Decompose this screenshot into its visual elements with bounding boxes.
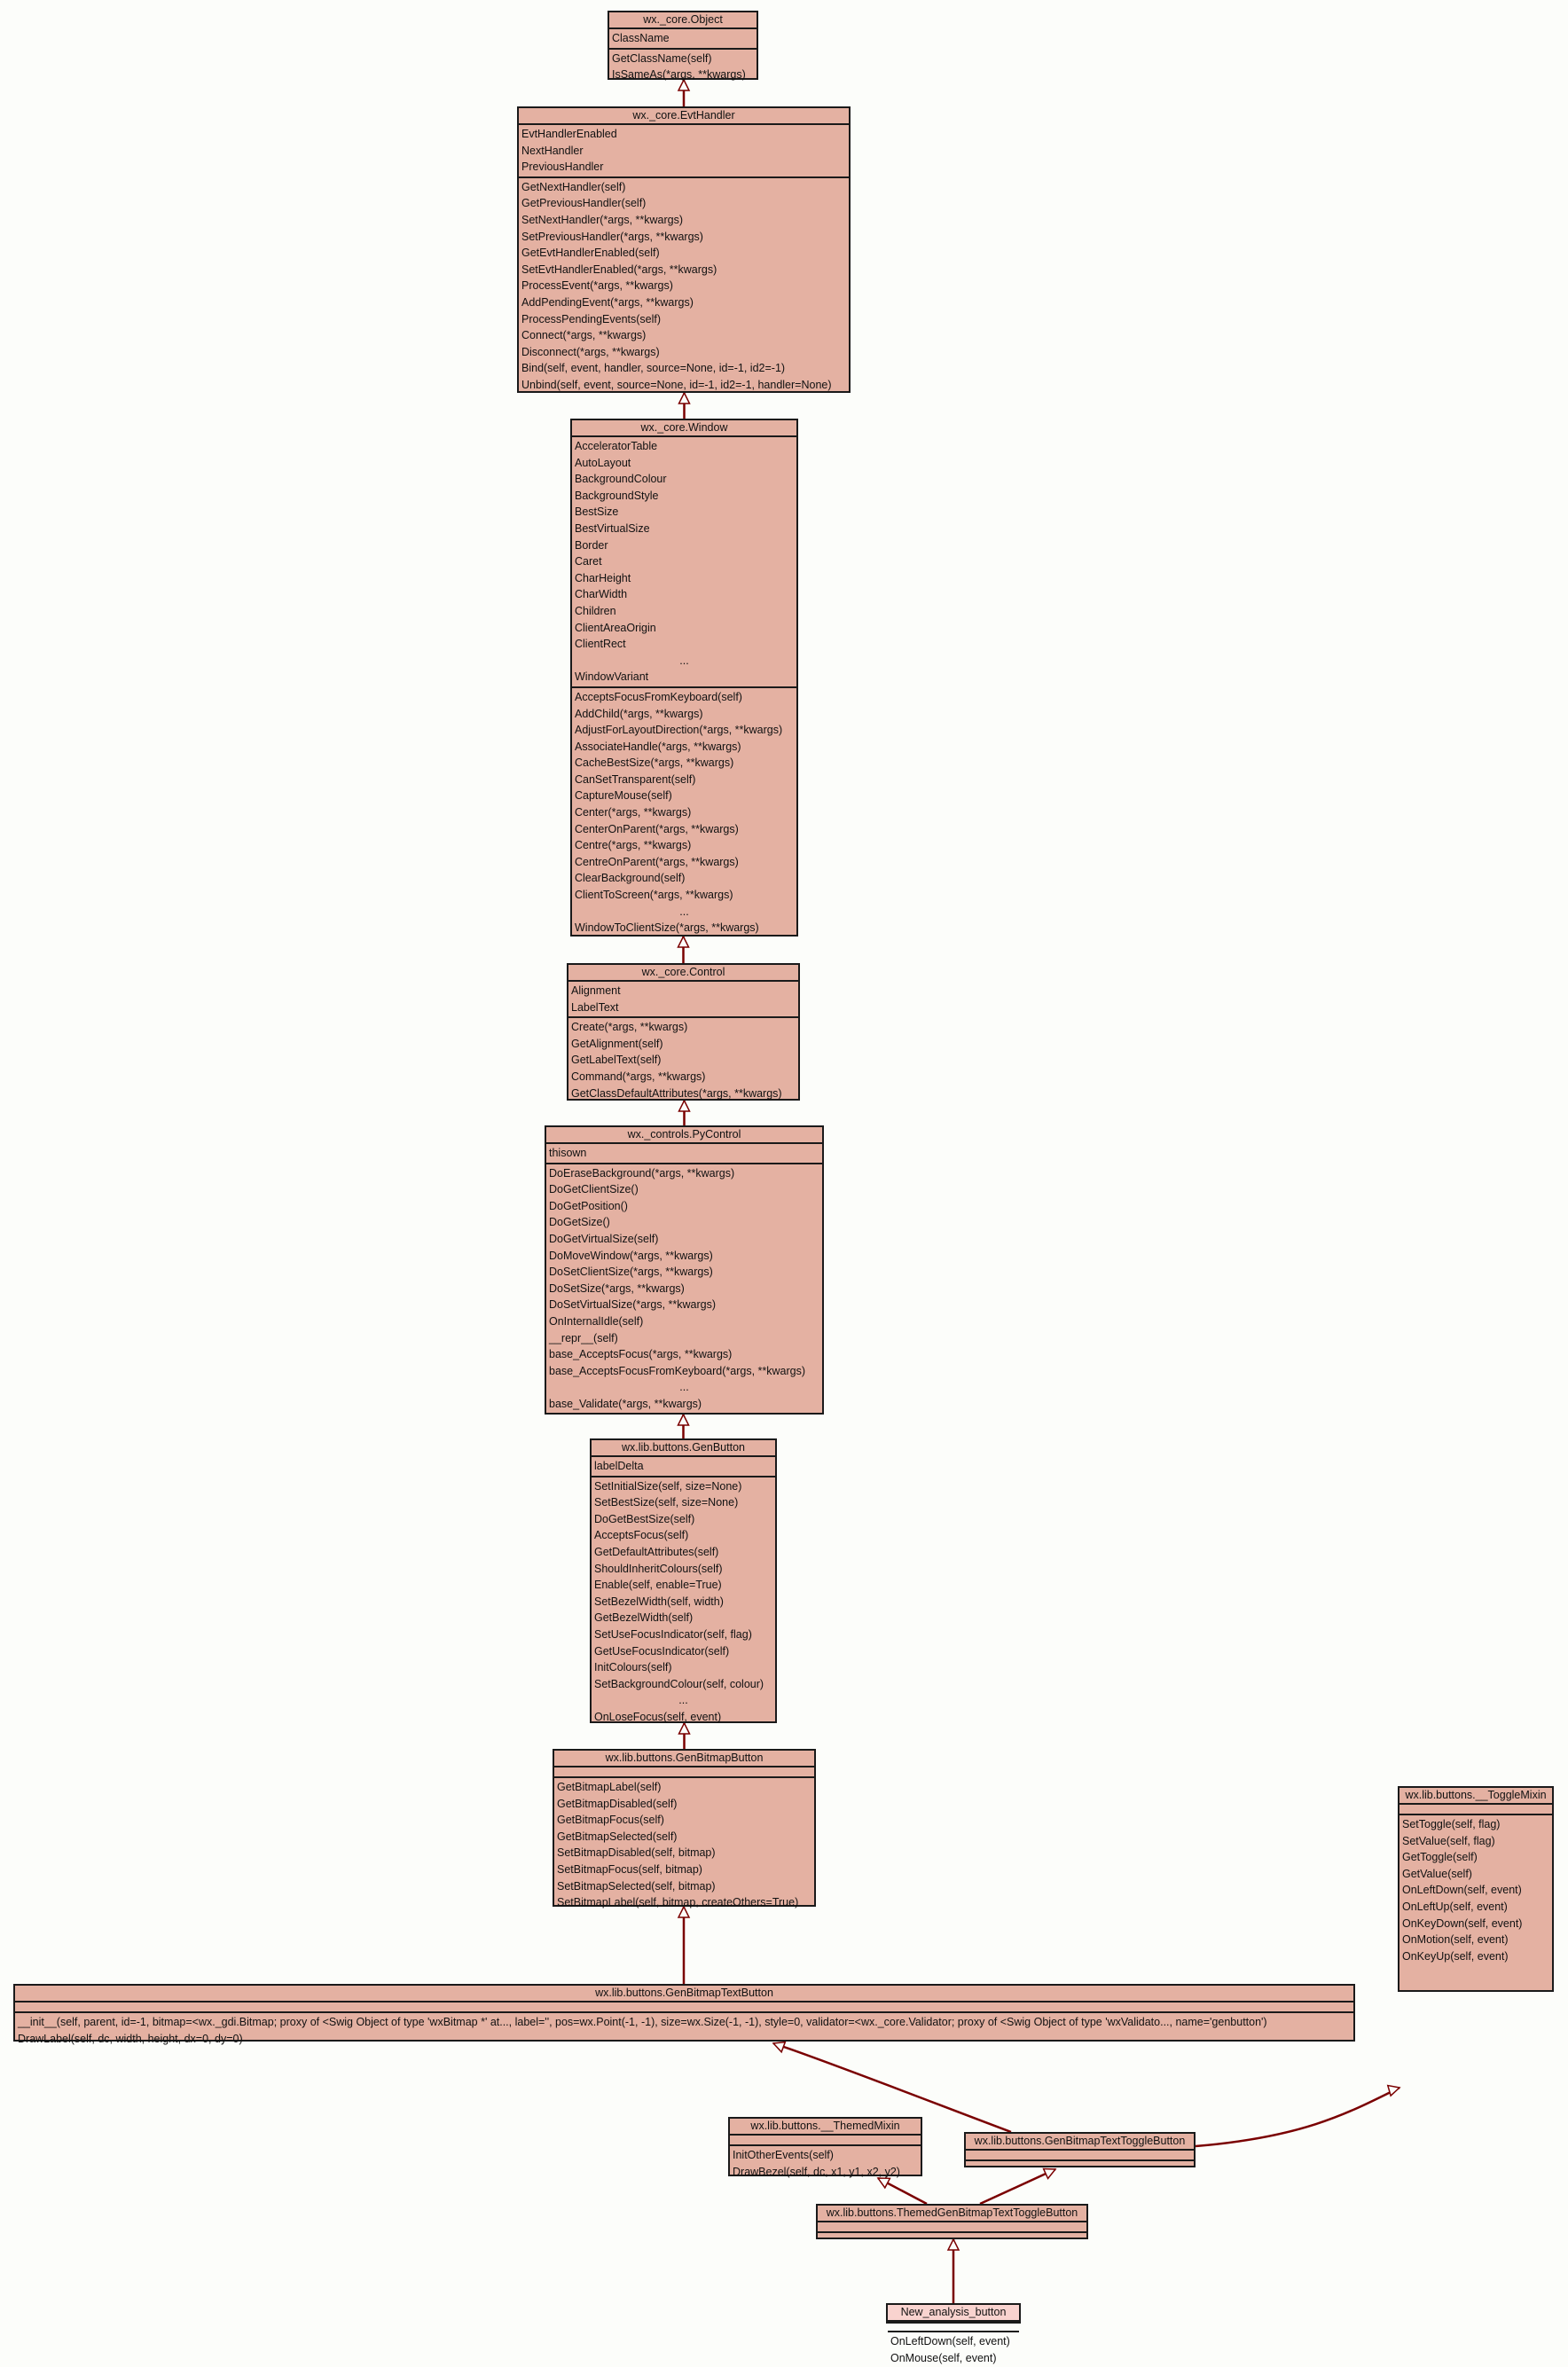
method-row: InitOtherEvents(self) <box>733 2149 834 2161</box>
method-row: Unbind(self, event, source=None, id=-1, id2=-1, handler=None) <box>521 378 832 391</box>
attributes-section <box>554 1767 814 1778</box>
attribute-row: LabelText <box>571 1000 619 1014</box>
attributes-section <box>818 2222 1086 2233</box>
method-row: ProcessEvent(*args, **kwargs) <box>521 279 673 293</box>
method-row: GetBitmapFocus(self) <box>557 1814 664 1827</box>
method-row: DrawBezel(self, dc, x1, y1, x2, y2) <box>733 2165 900 2178</box>
method-row: SetUseFocusIndicator(self, flag) <box>594 1627 752 1641</box>
attributes-section <box>519 125 849 178</box>
method-row: GetUseFocusIndicator(self) <box>594 1644 730 1658</box>
method-row: SetPreviousHandler(*args, **kwargs) <box>521 230 703 243</box>
method-row: Create(*args, **kwargs) <box>571 1021 688 1034</box>
class-box-control <box>567 963 800 1101</box>
attribute-row: AutoLayout <box>575 456 631 469</box>
class-box-pycontrol <box>545 1125 824 1415</box>
method-row: OnMouse(self, event) <box>890 2351 997 2364</box>
method-row: OnLeftDown(self, event) <box>1402 1884 1522 1897</box>
method-row: DoMoveWindow(*args, **kwargs) <box>549 1249 713 1262</box>
method-row: GetValue(self) <box>1402 1867 1472 1880</box>
method-row: DoSetClientSize(*args, **kwargs) <box>549 1266 713 1279</box>
inheritance-arrowhead <box>679 393 690 404</box>
class-box-genbitmaptextbutton <box>13 1984 1355 2045</box>
method-row: ProcessPendingEvents(self) <box>521 312 662 325</box>
class-name: wx.lib.buttons.GenButton <box>592 1440 775 1457</box>
attribute-row: Alignment <box>571 984 621 997</box>
method-row: SetBezelWidth(self, width) <box>594 1595 724 1608</box>
class-box-newanalysis <box>886 2303 1021 2364</box>
method-row: OnKeyDown(self, event) <box>1402 1916 1523 1930</box>
method-row: CentreOnParent(*args, **kwargs) <box>575 855 739 868</box>
method-row: base_AcceptsFocusFromKeyboard(*args, **kwargs) <box>549 1364 806 1377</box>
attribute-row: ClientRect <box>575 638 626 651</box>
methods-section <box>546 1164 822 1414</box>
method-row: OnMotion(self, event) <box>1402 1933 1509 1947</box>
class-name: wx.lib.buttons.__ThemedMixin <box>730 2119 921 2136</box>
method-row: GetPreviousHandler(self) <box>521 197 647 210</box>
methods-section <box>554 1778 814 1912</box>
method-row: CaptureMouse(self) <box>575 789 672 803</box>
methods-section <box>592 1477 775 1727</box>
attribute-row: ClientAreaOrigin <box>575 621 656 634</box>
method-row: DoGetClientSize() <box>549 1183 639 1196</box>
method-row: DoSetSize(*args, **kwargs) <box>549 1281 685 1295</box>
method-row: DoSetVirtualSize(*args, **kwargs) <box>549 1298 717 1312</box>
method-row: IsSameAs(*args, **kwargs) <box>612 68 746 82</box>
method-row: SetEvtHandlerEnabled(*args, **kwargs) <box>521 263 717 276</box>
method-row: base_AcceptsFocus(*args, **kwargs) <box>549 1348 733 1361</box>
attributes-section <box>15 2003 1353 2013</box>
methods-section <box>15 2013 1353 2048</box>
class-name: wx._controls.PyControl <box>546 1127 822 1144</box>
method-row: Center(*args, **kwargs) <box>575 806 692 819</box>
class-name: wx.lib.buttons.__ToggleMixin <box>1399 1788 1552 1805</box>
method-row: SetBitmapSelected(self, bitmap) <box>557 1879 716 1893</box>
method-row: GetEvtHandlerEnabled(self) <box>521 247 660 260</box>
method-row: OnLoseFocus(self, event) <box>594 1710 722 1723</box>
method-row: SetBitmapLabel(self, bitmap, createOthers=True) <box>557 1896 799 1909</box>
attribute-row: Children <box>575 604 616 617</box>
attribute-row: EvtHandlerEnabled <box>521 128 617 140</box>
attributes-section <box>730 2136 921 2146</box>
method-row: GetClassName(self) <box>612 51 712 65</box>
attributes-section <box>592 1457 775 1477</box>
method-row: ClearBackground(self) <box>575 872 686 885</box>
method-row: GetNextHandler(self) <box>521 180 626 193</box>
attribute-row: labelDelta <box>594 1460 644 1472</box>
method-row: SetInitialSize(self, size=None) <box>594 1479 742 1493</box>
method-row: base_Validate(*args, **kwargs) <box>549 1397 702 1410</box>
method-row: OnLeftUp(self, event) <box>1402 1900 1508 1913</box>
attributes-section <box>546 1144 822 1164</box>
attribute-row: ... <box>679 654 689 667</box>
method-row: DoGetSize() <box>549 1216 610 1229</box>
method-row: AddChild(*args, **kwargs) <box>575 707 703 720</box>
method-row: ShouldInheritColours(self) <box>594 1562 723 1575</box>
method-row: CenterOnParent(*args, **kwargs) <box>575 822 739 835</box>
method-row: Disconnect(*args, **kwargs) <box>521 345 660 358</box>
class-box-genbutton <box>590 1438 777 1723</box>
attribute-row: BackgroundStyle <box>575 489 659 502</box>
method-row: Command(*args, **kwargs) <box>571 1070 706 1083</box>
method-row: CanSetTransparent(self) <box>575 772 696 786</box>
method-row: AcceptsFocusFromKeyboard(self) <box>575 690 742 703</box>
attribute-row: CharHeight <box>575 571 631 584</box>
method-row: SetBackgroundColour(self, colour) <box>594 1677 764 1690</box>
method-row: DrawLabel(self, dc, width, height, dx=0, dy=0) <box>18 2032 243 2045</box>
method-row: AdjustForLayoutDirection(*args, **kwargs) <box>575 724 783 737</box>
attribute-row: AcceleratorTable <box>575 440 658 452</box>
method-row: DoEraseBackground(*args, **kwargs) <box>549 1166 735 1180</box>
class-name: wx.lib.buttons.GenBitmapTextToggleButton <box>966 2134 1194 2151</box>
method-row: GetDefaultAttributes(self) <box>594 1545 719 1558</box>
class-box-themedmixin <box>728 2117 922 2176</box>
method-row: SetBitmapDisabled(self, bitmap) <box>557 1846 716 1860</box>
attributes-section <box>1399 1805 1552 1815</box>
method-row: GetAlignment(self) <box>571 1037 663 1050</box>
attribute-row: PreviousHandler <box>521 161 604 174</box>
class-name: New_analysis_button <box>888 2305 1019 2322</box>
method-row: Centre(*args, **kwargs) <box>575 839 692 852</box>
method-row: __init__(self, parent, id=-1, bitmap=<wx._gdi.Bitmap; proxy of <Swig Object of type 'wxBitmap *' at..., label='', pos=wx.Point(-1, -1), size=wx.Size(-1, -1), style=0, validator=<wx._core.Validator; proxy of <Swig Object of type 'wxValidato..., name='genbutton') <box>18 2016 1267 2028</box>
methods-section <box>966 2161 1194 2170</box>
class-box-evthandler <box>517 106 851 393</box>
inheritance-arrowhead <box>1388 2086 1399 2097</box>
method-row: SetToggle(self, flag) <box>1402 1818 1501 1830</box>
attribute-row: thisown <box>549 1147 587 1159</box>
attribute-row: BestSize <box>575 506 619 519</box>
method-row: Bind(self, event, handler, source=None, id=-1, id2=-1) <box>521 362 786 375</box>
class-box-themedgenbitmaptexttogglebutton <box>816 2204 1088 2239</box>
inheritance-edge-genbitmaptexttogglebutton-to-togglemixin <box>1196 2088 1399 2146</box>
methods-section <box>568 1018 798 1102</box>
method-row: Connect(*args, **kwargs) <box>521 329 647 342</box>
class-name: wx._core.Control <box>568 965 798 982</box>
attribute-row: NextHandler <box>521 144 584 157</box>
attribute-row: BackgroundColour <box>575 473 667 486</box>
inheritance-arrowhead <box>678 937 689 947</box>
method-row: GetLabelText(self) <box>571 1054 662 1067</box>
methods-section <box>609 50 757 84</box>
method-row: ... <box>679 1381 689 1394</box>
class-name: wx._core.Object <box>609 12 757 29</box>
method-row: GetToggle(self) <box>1402 1851 1478 1864</box>
class-name: wx._core.EvtHandler <box>519 108 849 125</box>
method-row: DoGetPosition() <box>549 1199 628 1212</box>
methods-section <box>730 2146 921 2181</box>
attributes-section <box>568 982 798 1018</box>
class-name: wx.lib.buttons.ThemedGenBitmapTextToggleButton <box>818 2206 1086 2222</box>
inheritance-arrowhead <box>1044 2169 1055 2179</box>
methods-section <box>1399 1815 1552 1965</box>
method-row: DoGetBestSize(self) <box>594 1512 695 1525</box>
method-row: GetBitmapSelected(self) <box>557 1830 678 1843</box>
method-row: ClientToScreen(*args, **kwargs) <box>575 889 733 902</box>
methods-section <box>818 2233 1086 2242</box>
method-row: SetNextHandler(*args, **kwargs) <box>521 213 684 226</box>
method-row: CacheBestSize(*args, **kwargs) <box>575 756 734 770</box>
methods-section <box>572 688 796 937</box>
class-box-object <box>608 11 758 80</box>
method-row: AcceptsFocus(self) <box>594 1529 689 1542</box>
class-name: wx._core.Window <box>572 420 796 437</box>
methods-section <box>519 178 849 395</box>
method-row: SetBitmapFocus(self, bitmap) <box>557 1862 702 1876</box>
method-row: ... <box>679 905 689 918</box>
attribute-row: Caret <box>575 555 602 568</box>
method-row: OnLeftDown(self, event) <box>890 2335 1010 2347</box>
method-row: AddPendingEvent(*args, **kwargs) <box>521 295 694 309</box>
attributes-section <box>966 2151 1194 2161</box>
method-row: SetBestSize(self, size=None) <box>594 1496 739 1509</box>
attribute-row: BestVirtualSize <box>575 521 650 535</box>
method-row: SetValue(self, flag) <box>1402 1834 1495 1847</box>
class-box-genbitmapbutton <box>553 1749 816 1907</box>
attribute-row: Border <box>575 538 608 552</box>
method-row: GetBitmapLabel(self) <box>557 1781 662 1793</box>
method-row: GetBitmapDisabled(self) <box>557 1797 678 1810</box>
method-row: ... <box>678 1694 688 1707</box>
method-row: OnInternalIdle(self) <box>549 1314 644 1328</box>
class-box-togglemixin <box>1398 1786 1554 1992</box>
attribute-row: WindowVariant <box>575 670 649 684</box>
method-row: GetBezelWidth(self) <box>594 1611 694 1625</box>
method-row: InitColours(self) <box>594 1661 672 1674</box>
method-row: Enable(self, enable=True) <box>594 1579 722 1592</box>
method-row: WindowToClientSize(*args, **kwargs) <box>575 921 759 935</box>
method-row: DoGetVirtualSize(self) <box>549 1232 659 1245</box>
methods-section <box>888 2332 1019 2367</box>
method-row: OnKeyUp(self, event) <box>1402 1949 1509 1963</box>
method-row: __repr__(self) <box>549 1331 618 1344</box>
class-box-window <box>570 419 798 937</box>
inheritance-edge-themedgenbitmaptexttogglebutton-to-genbitmaptexttogglebutton <box>980 2169 1055 2204</box>
class-box-genbitmaptexttogglebutton <box>964 2132 1196 2167</box>
attributes-section <box>572 437 796 688</box>
attributes-section <box>609 29 757 50</box>
class-name: wx.lib.buttons.GenBitmapButton <box>554 1751 814 1767</box>
method-row: GetClassDefaultAttributes(*args, **kwargs) <box>571 1086 782 1100</box>
attribute-row: ClassName <box>612 32 670 44</box>
attributes-section <box>888 2322 1019 2332</box>
method-row: AssociateHandle(*args, **kwargs) <box>575 740 741 753</box>
attribute-row: CharWidth <box>575 588 628 601</box>
class-name: wx.lib.buttons.GenBitmapTextButton <box>15 1986 1353 2003</box>
inheritance-arrowhead <box>678 1415 689 1425</box>
